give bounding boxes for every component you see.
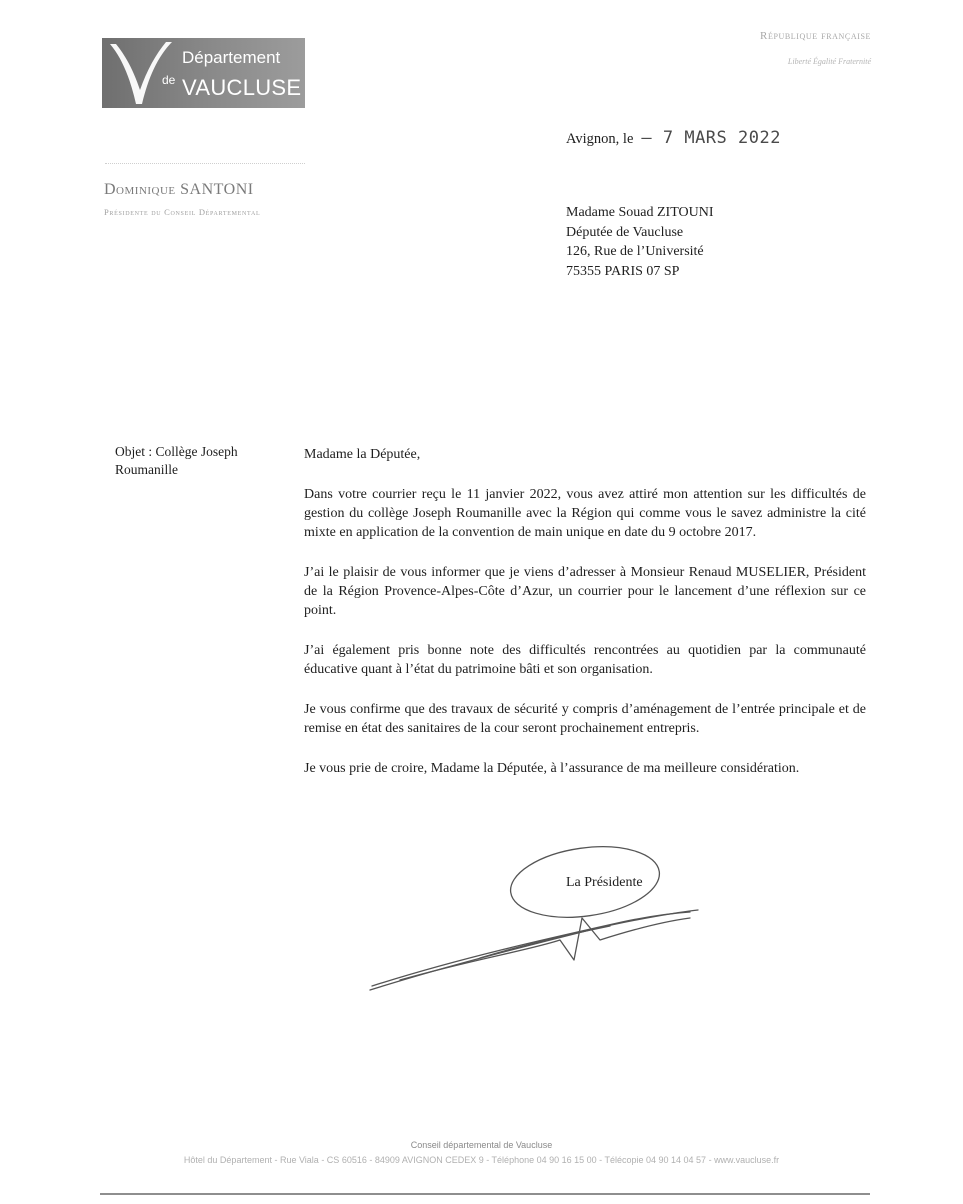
footer-divider bbox=[100, 1193, 870, 1195]
paragraph-2: J’ai le plaisir de vous informer que je viens d’adresser à Monsieur Renaud MUSELIER, Président de la Région Provence-Alpes-Côte d’Azur, un courrier pour le lancement d’une réflexion sur ce point. bbox=[304, 565, 866, 618]
republic-motto: Liberté Égalité Fraternité bbox=[787, 57, 871, 66]
republique-francaise-label: République française bbox=[760, 30, 871, 42]
footer-address: Hôtel du Département - Rue Viala - CS 60516 - 84909 AVIGNON CEDEX 9 - Téléphone 04 90 16 15 00 - Télécopie 04 90 14 04 57 - www.vaucluse.fr bbox=[183, 1155, 780, 1165]
date-place: Avignon, le bbox=[566, 131, 634, 147]
header-divider bbox=[105, 163, 305, 164]
logo-text-vaucluse: VAUCLUSE bbox=[182, 75, 302, 100]
closing-paragraph: Je vous prie de croire, Madame la Députée, à l’assurance de ma meilleure considération. bbox=[304, 761, 800, 776]
recipient-name: Madame Souad ZITOUNI bbox=[566, 205, 714, 220]
logo-text-de: de bbox=[162, 73, 176, 87]
salutation: Madame la Députée, bbox=[304, 447, 421, 462]
department-logo bbox=[102, 38, 305, 108]
recipient-street: 126, Rue de l’Université bbox=[566, 244, 704, 259]
sender-title: Présidente du Conseil Départemental bbox=[104, 207, 261, 217]
subject-line: Objet : Collège Joseph Roumanille bbox=[115, 444, 238, 477]
recipient-address bbox=[566, 203, 714, 281]
place-date-line bbox=[566, 128, 781, 148]
recipient-title: Députée de Vaucluse bbox=[566, 224, 684, 240]
letter-body bbox=[304, 445, 866, 778]
signatory-title: La Présidente bbox=[566, 875, 643, 890]
paragraph-4: Je vous confirme que des travaux de sécurité y compris d’aménagement de l’entrée principale et de remise en état des sanitaires de la cour seront prochainement entrepris. bbox=[304, 702, 866, 736]
handwritten-signature bbox=[360, 840, 720, 1000]
recipient-city: 75355 PARIS 07 SP bbox=[566, 263, 680, 279]
logo-text-departement: Département bbox=[182, 48, 281, 67]
paragraph-3: J’ai également pris bonne note des difficultés rencontrées au quotidien par la communauté éducative quant à l’état du patrimoine bâti et son organisation. bbox=[304, 643, 866, 677]
sender-name: Dominique SANTONI bbox=[104, 181, 254, 198]
date-stamp: – 7 MARS 2022 bbox=[641, 128, 781, 148]
paragraph-1: Dans votre courrier reçu le 11 janvier 2022, vous avez attiré mon attention sur les difficultés de gestion du collège Joseph Roumanille avec la Région qui comme vous le savez administre la cité mixte en application de la convention de main unique en date du 9 octobre 2017. bbox=[304, 487, 866, 540]
footer-organization: Conseil départemental de Vaucluse bbox=[410, 1140, 553, 1150]
